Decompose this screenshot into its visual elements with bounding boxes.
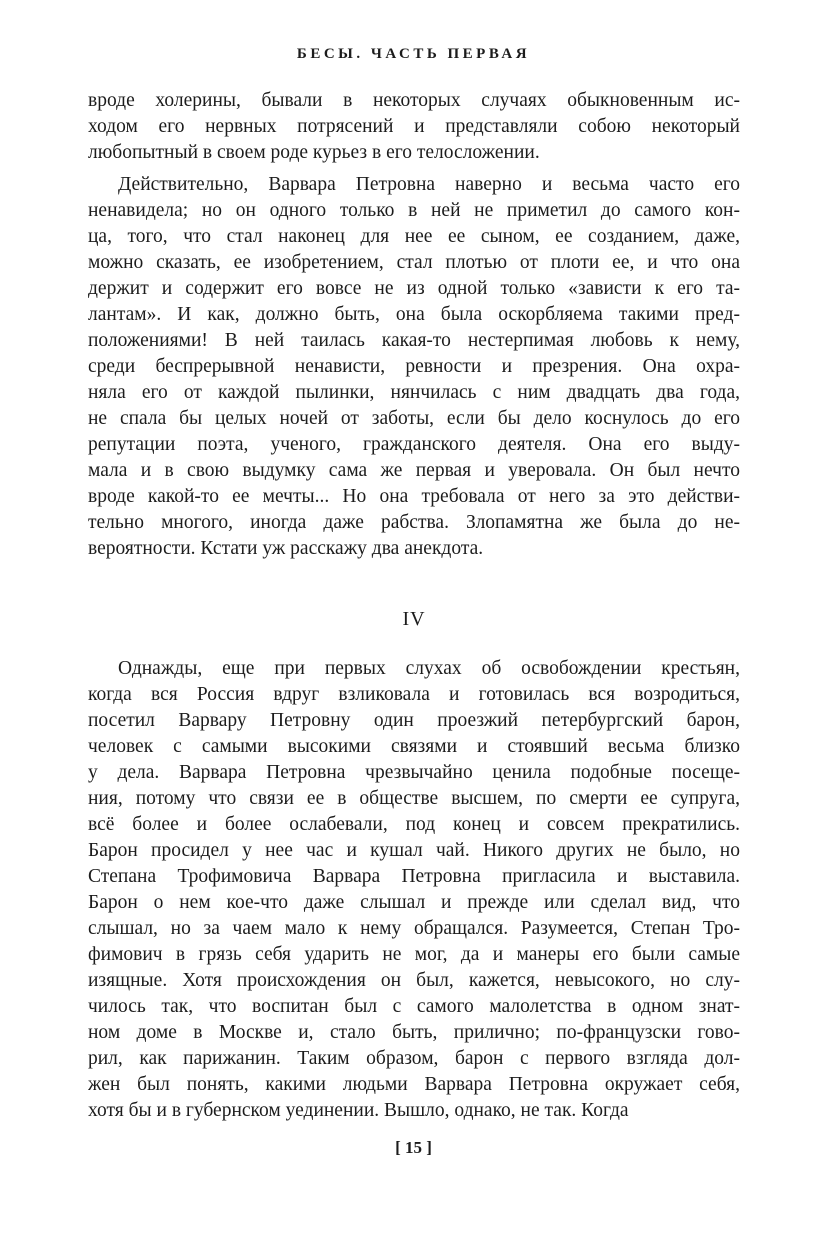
text-line: рил, как парижанин. Таким образом, барон с первого взгляда дол- xyxy=(88,1048,740,1069)
text-block xyxy=(88,88,740,1124)
paragraph xyxy=(88,88,740,166)
text-line: Барон о нем кое-что даже слышал и прежде или сделал вид, что xyxy=(88,892,740,913)
text-line: ном доме в Москве и, стало быть, прилично; по-французски гово- xyxy=(88,1022,740,1043)
text-line: любопытный в своем роде курьез в его телосложении. xyxy=(88,142,540,163)
page-number: [ 15 ] xyxy=(395,1138,432,1157)
text-line: слышал, но за чаем мало к нему обращался. Разумеется, Степан Тро- xyxy=(88,918,740,939)
text-line: у дела. Варвара Петровна чрезвычайно ценила подобные посеще- xyxy=(88,762,740,783)
text-line: Однажды, еще при первых слухах об освобождении крестьян, xyxy=(118,658,740,679)
text-line: фимович в грязь себя ударить не мог, да и манеры его были самые xyxy=(88,944,740,965)
text-line: среди беспрерывной ненависти, ревности и презрения. Она охра- xyxy=(88,356,740,377)
text-line: мала и в свою выдумку сама же первая и уверовала. Он был нечто xyxy=(88,460,740,481)
text-line: Барон просидел у нее час и кушал чай. Никого других не было, но xyxy=(88,840,740,861)
text-line: держит и содержит его вовсе не из одной только «зависти к его та- xyxy=(88,278,740,299)
text-line: чилось так, что воспитан был с самого малолетства в одном знат- xyxy=(88,996,740,1017)
text-line: хотя бы и в губернском уединении. Вышло, однако, не так. Когда xyxy=(88,1100,629,1121)
text-line: человек с самыми высокими связями и стоявший весьма близко xyxy=(88,736,740,757)
text-line: ненавидела; но он одного только в ней не приметил до самого кон- xyxy=(88,200,740,221)
text-line: ходом его нервных потрясений и представляли собою некоторый xyxy=(88,116,740,137)
text-line: можно сказать, ее изобретением, стал плотью от плоти ее, и что она xyxy=(88,252,740,273)
text-line: тельно многого, иногда даже рабства. Злопамятна же была до не- xyxy=(88,512,740,533)
text-line: вроде какой-то ее мечты... Но она требовала от него за это действи- xyxy=(88,486,740,507)
text-line: Действительно, Варвара Петровна наверно и весьма часто его xyxy=(118,174,740,195)
section-heading: IV xyxy=(402,608,426,630)
text-line: репутации поэта, ученого, гражданского деятеля. Она его выду- xyxy=(88,434,740,455)
text-line: изящные. Хотя происхождения он был, кажется, невысокого, но слу- xyxy=(88,970,740,991)
paragraph xyxy=(88,172,740,562)
text-line: всё более и более ослабевали, под конец и совсем прекратились. xyxy=(88,814,740,835)
paragraph xyxy=(88,656,740,1124)
text-line: положениями! В ней таилась какая-то нестерпимая любовь к нему, xyxy=(88,330,740,351)
text-line: лантам». И как, должно быть, она была оскорбляема такими пред- xyxy=(88,304,740,325)
text-line: когда вся Россия вдруг взликовала и готовилась вся возродиться, xyxy=(88,684,740,705)
text-line: жен был понять, какими людьми Варвара Петровна окружает себя, xyxy=(88,1074,740,1095)
text-line: няла его от каждой пылинки, нянчилась с ним двадцать два года, xyxy=(88,382,740,403)
text-line: ния, потому что связи ее в обществе высшем, по смерти ее супруга, xyxy=(88,788,740,809)
running-head: БЕСЫ. ЧАСТЬ ПЕРВАЯ xyxy=(296,46,531,62)
text-line: не спала бы целых ночей от заботы, если бы дело коснулось до его xyxy=(88,408,740,429)
text-line: вероятности. Кстати уж расскажу два анекдота. xyxy=(88,538,484,559)
text-line: Степана Трофимовича Варвара Петровна пригласила и выставила. xyxy=(88,866,740,887)
text-line: посетил Варвару Петровну один проезжий петербургский барон, xyxy=(88,710,740,731)
text-line: ца, того, что стал наконец для нее ее сыном, ее созданием, даже, xyxy=(88,226,740,247)
text-line: вроде холерины, бывали в некоторых случаях обыкновенным ис- xyxy=(88,90,740,111)
